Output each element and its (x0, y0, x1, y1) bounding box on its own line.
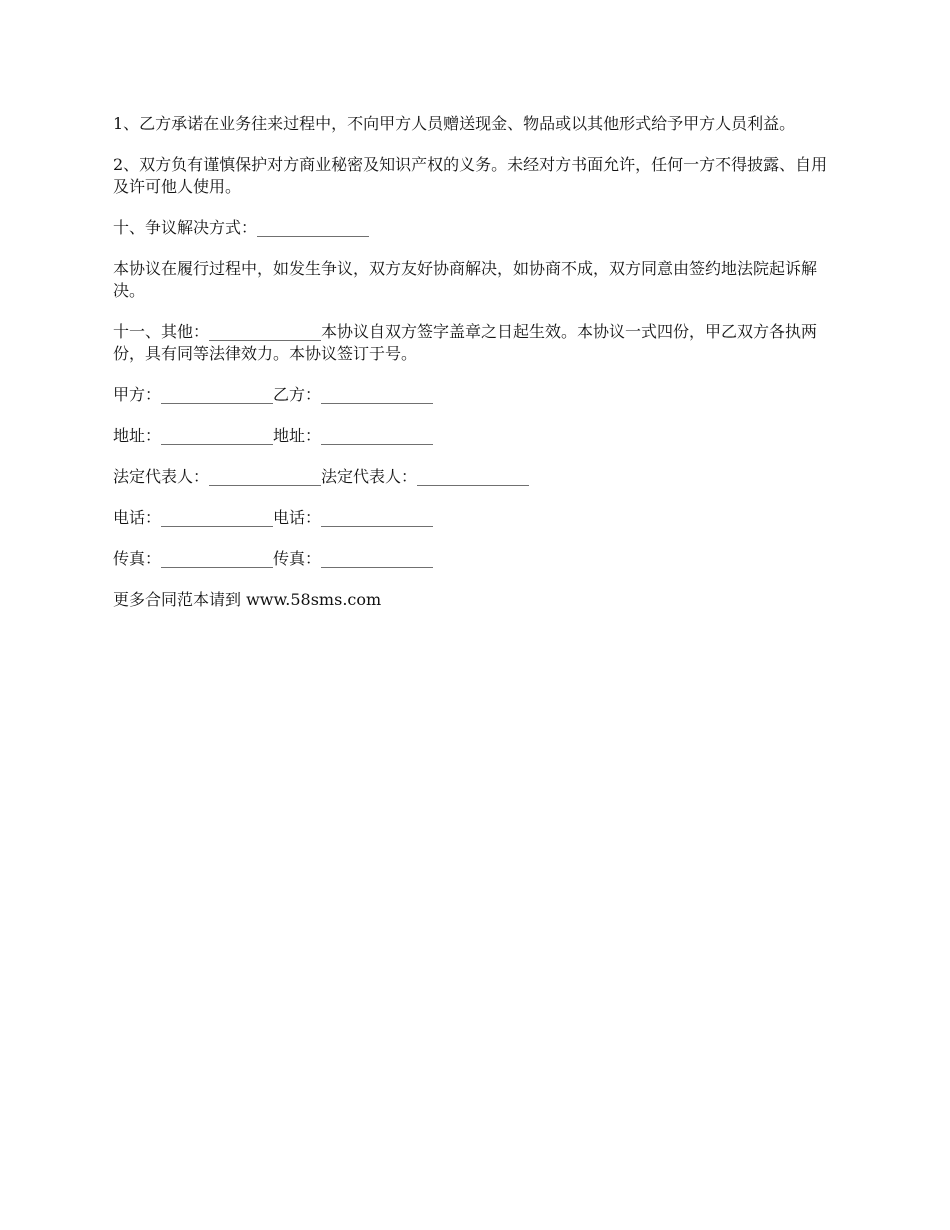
signature-party-line: 甲方：______________乙方：______________ (113, 385, 434, 404)
document-page (113, 113, 843, 630)
clause-gift-prohibition: 1、乙方承诺在业务往来过程中，不向甲方人员赠送现金、物品或以其他形式给予甲方人员利益。 (113, 114, 796, 133)
signature-fax-line: 传真：______________传真：______________ (113, 549, 434, 568)
footer-more-templates: 更多合同范本请到 www.58sms.com (113, 590, 382, 609)
dispute-resolution-heading: 十、争议解决方式：______________ (113, 218, 370, 237)
signature-phone-line: 电话：______________电话：______________ (113, 508, 434, 527)
clause-confidentiality: 2、双方负有谨慎保护对方商业秘密及知识产权的义务。未经对方书面允许，任何一方不得披露、自用及许可他人使用。 (113, 155, 828, 196)
signature-representative-line: 法定代表人：______________法定代表人：______________ (113, 467, 530, 486)
other-terms: 十一、其他：______________本协议自双方签字盖章之日起生效。本协议一式四份，甲乙双方各执两份，具有同等法律效力。本协议签订于号。 (113, 322, 818, 363)
dispute-resolution-text: 本协议在履行过程中，如发生争议，双方友好协商解决，如协商不成，双方同意由签约地法院起诉解决。 (113, 259, 818, 300)
signature-address-line: 地址：______________地址：______________ (113, 426, 434, 445)
